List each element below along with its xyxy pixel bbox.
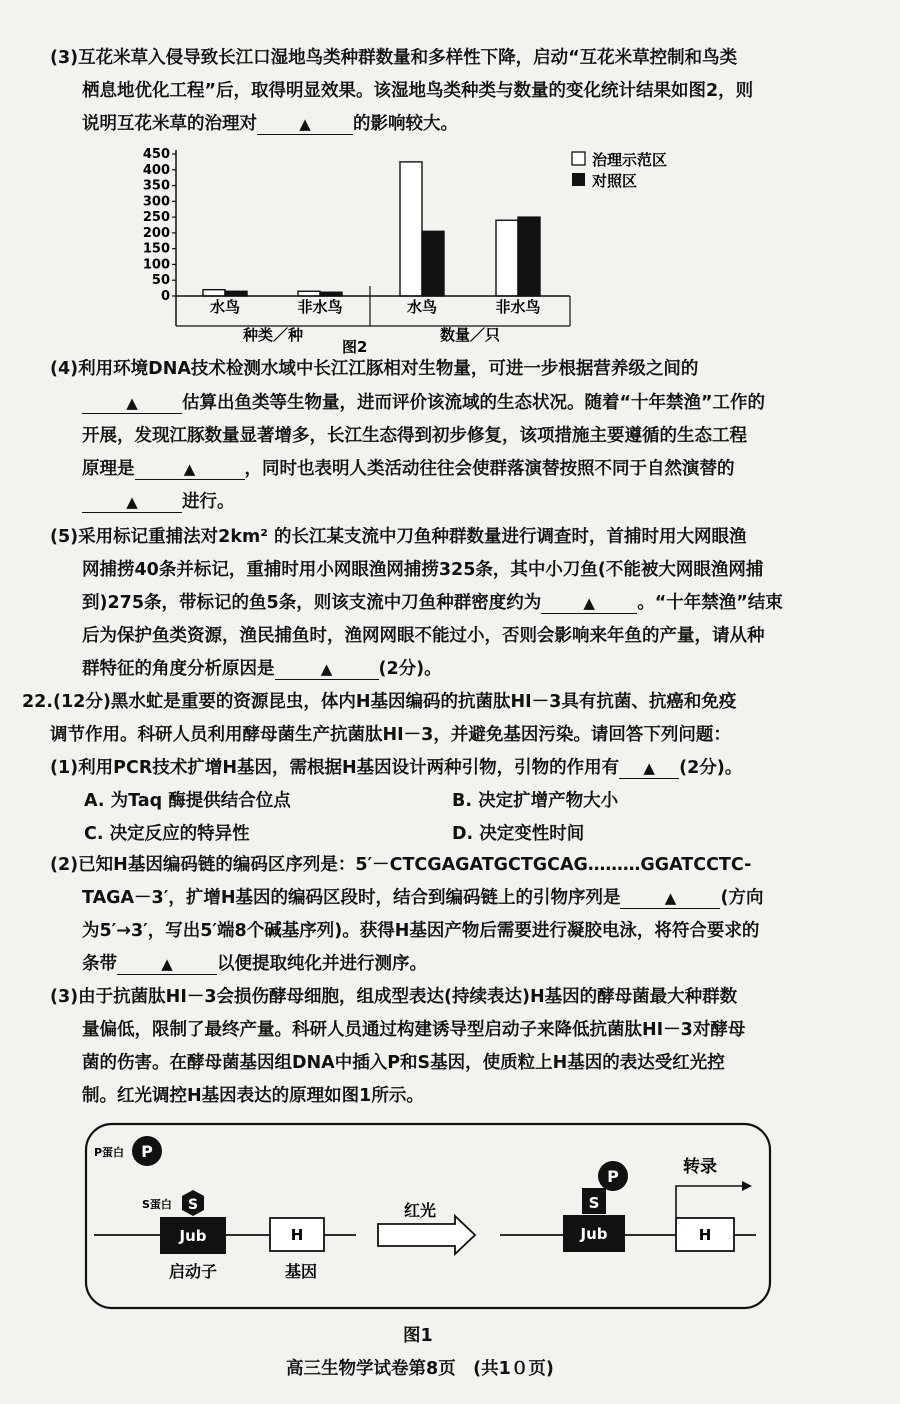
figure1-diagram (80, 1118, 780, 1318)
blank-triangle-icon: ▲ (126, 394, 138, 412)
y-tick-label: 450 (142, 147, 170, 162)
q21-p4-line3: 开展，发现江豚数量显著增多，长江生态得到初步修复，该项措施主要遵循的生态工程 (82, 426, 747, 446)
bar-control-3 (518, 217, 540, 296)
answer-blank[interactable] (82, 393, 182, 414)
y-axis-ticks (143, 147, 176, 304)
q21-p4-line2 (82, 391, 765, 415)
q21-p5-text-a2: 群特征的角度分析原因是 (82, 659, 275, 679)
q21-p5-line1: (5)采用标记重捕法对2km² 的长江某支流中刀鱼种群数量进行调查时，首捕时用大网眼渔 (50, 527, 747, 547)
y-tick-label: 250 (142, 210, 170, 226)
p-bound-letter: P (607, 1167, 619, 1186)
q21-p5-text-b: 。“十年禁渔”结束 (637, 593, 783, 613)
blank-triangle-icon: ▲ (183, 460, 196, 478)
answer-blank[interactable] (620, 888, 720, 909)
bar-demo-2 (400, 162, 422, 296)
answer-blank[interactable] (135, 459, 245, 480)
bar-control-2 (422, 231, 444, 296)
legend-label-control: 对照区 (592, 172, 638, 190)
x-category-label: 非水鸟 (297, 298, 343, 316)
y-tick-label: 150 (142, 241, 170, 257)
q22-p1-text-a: (1)利用PCR技术扩增H基因，需根据H基因设计两种引物，引物的作用有 (50, 758, 620, 778)
option-b[interactable]: B. 决定扩增产物大小 (452, 791, 619, 811)
x-category-label: 非水鸟 (495, 298, 541, 316)
blank-triangle-icon: ▲ (320, 660, 333, 678)
q22-p1-line (50, 756, 742, 780)
x-group-label: 数量／只 (439, 326, 501, 344)
blank-triangle-icon: ▲ (664, 889, 677, 907)
q22-p2-text-a4: 条带 (82, 954, 117, 974)
promoter-label: 启动子 (168, 1262, 218, 1281)
y-tick-label: 300 (142, 194, 170, 210)
q21-p4-text-a: 原理是 (82, 459, 135, 479)
legend-swatch-demo (572, 152, 585, 165)
q22-head-line2: 调节作用。科研人员利用酵母菌生产抗菌肽HI－3，并避免基因污染。请回答下列问题： (50, 725, 731, 745)
s-bound-letter: S (588, 1194, 600, 1212)
q21-p4-text-c: 进行。 (182, 492, 235, 512)
y-tick-label: 0 (160, 289, 170, 304)
blank-triangle-icon: ▲ (643, 759, 655, 777)
page-footer: 高三生物学试卷第8页 (共1０页) (286, 1359, 554, 1379)
legend-swatch-control (572, 173, 585, 186)
q21-p5-line2: 网捕捞40条并标记，重捕时用小网眼渔网捕捞325条，其中小刀鱼(不能被大网眼渔网捕 (82, 560, 764, 580)
legend-label-demo: 治理示范区 (592, 151, 668, 169)
p-letter: P (141, 1142, 153, 1161)
x-group-label: 种类／种 (242, 326, 304, 344)
s-protein-label: S蛋白 (142, 1198, 172, 1211)
h-label-right: H (698, 1226, 712, 1244)
red-light-arrow-icon (378, 1216, 475, 1254)
answer-blank[interactable] (275, 659, 379, 680)
q21-p4-text: 估算出鱼类等生物量，进而评价该流域的生态状况。随着“十年禁渔”工作的 (182, 393, 766, 413)
q21-p4-line5 (82, 490, 235, 514)
answer-blank[interactable] (117, 954, 217, 975)
transcription-arrowhead-icon (742, 1181, 752, 1191)
gene-label: 基因 (284, 1262, 318, 1281)
q22-p2-line3: 为5′→3′，写出5′端8个碱基序列)。获得H基因产物后需要进行凝胶电泳，将符合要求的 (82, 921, 760, 941)
transcription-label: 转录 (683, 1157, 717, 1177)
y-tick-label: 100 (142, 257, 170, 273)
q21-p3-line1: (3)互花米草入侵导致长江口湿地鸟类种群数量和多样性下降，启动“互花米草控制和鸟类 (50, 48, 738, 68)
x-category-labels (210, 298, 541, 344)
y-tick-label: 200 (142, 225, 170, 241)
jub-label: Jub (179, 1227, 207, 1245)
bar-demo-0 (203, 290, 225, 296)
q22-p2-line4 (82, 952, 427, 976)
p-protein-label: P蛋白 (94, 1146, 125, 1159)
q21-p5-text-b2: (2分)。 (378, 659, 442, 679)
y-tick-label: 400 (142, 162, 170, 178)
blank-triangle-icon: ▲ (583, 594, 595, 612)
jub-label-right: Jub (580, 1225, 608, 1243)
answer-blank[interactable] (541, 593, 637, 614)
q21-p5-line5 (82, 657, 442, 681)
q22-p2-text-b4: 以便提取纯化并进行测序。 (217, 954, 427, 974)
q21-p5-text-a: 到)275条，带标记的鱼5条，则该支流中刀鱼种群密度约为 (82, 593, 542, 613)
y-tick-label: 350 (142, 178, 170, 194)
x-category-label: 水鸟 (209, 298, 241, 316)
answer-blank[interactable] (257, 114, 353, 135)
s-letter: S (187, 1197, 199, 1213)
blank-triangle-icon: ▲ (161, 955, 173, 973)
answer-blank[interactable] (82, 492, 182, 513)
q21-p4-line4 (82, 457, 735, 481)
figure2-bar-chart (130, 140, 730, 360)
red-light-label: 红光 (403, 1201, 437, 1220)
q21-p4-text-b: ，同时也表明人类活动往往会使群落演替按照不同于自然演替的 (244, 459, 735, 479)
q22-head-line1: 22.(12分)黑水虻是重要的资源昆虫，体内H基因编码的抗菌肽HI－3具有抗菌、抗癌和免疫 (22, 692, 737, 712)
q22-p2-line1: (2)已知H基因编码链的编码区序列是：5′－CTCGAGATGCTGCAG………GGATCCTC- (50, 855, 752, 875)
x-category-label: 水鸟 (406, 298, 438, 316)
q22-p1-text-b: (2分)。 (679, 758, 743, 778)
bars (203, 162, 540, 296)
blank-triangle-icon: ▲ (299, 115, 311, 133)
y-tick-label: 50 (151, 273, 170, 289)
transcription-arrow-icon (676, 1186, 742, 1218)
q21-p3-text-a: 说明互花米草的治理对 (82, 114, 257, 134)
chart-title: 图2 (342, 338, 368, 356)
q22-p3-line4: 制。红光调控H基因表达的原理如图1所示。 (82, 1086, 424, 1106)
q21-p3-text-b: 的影响较大。 (353, 114, 458, 134)
answer-blank[interactable] (619, 758, 679, 779)
q21-p4-line1: (4)利用环境DNA技术检测水域中长江江豚相对生物量，可进一步根据营养级之间的 (50, 359, 699, 379)
option-a[interactable]: A. 为Taq 酶提供结合位点 (84, 791, 291, 811)
option-c[interactable]: C. 决定反应的特异性 (84, 824, 250, 844)
h-label: H (290, 1226, 304, 1244)
q22-p3-line2: 量偏低，限制了最终产量。科研人员通过构建诱导型启动子来降低抗菌肽HI－3对酵母 (82, 1020, 746, 1040)
q21-p5-line3 (82, 591, 783, 615)
q22-p2-text-b: (方向 (720, 888, 764, 908)
q22-p3-line1: (3)由于抗菌肽HI－3会损伤酵母细胞，组成型表达(持续表达)H基因的酵母菌最大种群数 (50, 987, 738, 1007)
q21-p3-line2: 栖息地优化工程”后，取得明显效果。该湿地鸟类种类与数量的变化统计结果如图2，则 (82, 81, 754, 101)
figure1-caption: 图1 (403, 1326, 433, 1346)
q21-p5-line4: 后为保护鱼类资源，渔民捕鱼时，渔网网眼不能过小，否则会影响来年鱼的产量，请从种 (82, 626, 765, 646)
q21-p3-line3 (82, 112, 458, 136)
q22-p2-line2 (82, 886, 763, 910)
option-d[interactable]: D. 决定变性时间 (452, 824, 585, 844)
blank-triangle-icon: ▲ (126, 493, 138, 511)
q22-p2-text-a: TAGA－3′，扩增H基因的编码区段时，结合到编码链上的引物序列是 (82, 888, 621, 908)
q22-p3-line3: 菌的伤害。在酵母菌基因组DNA中插入P和S基因，使质粒上H基因的表达受红光控 (82, 1053, 725, 1073)
bar-demo-3 (496, 220, 518, 296)
